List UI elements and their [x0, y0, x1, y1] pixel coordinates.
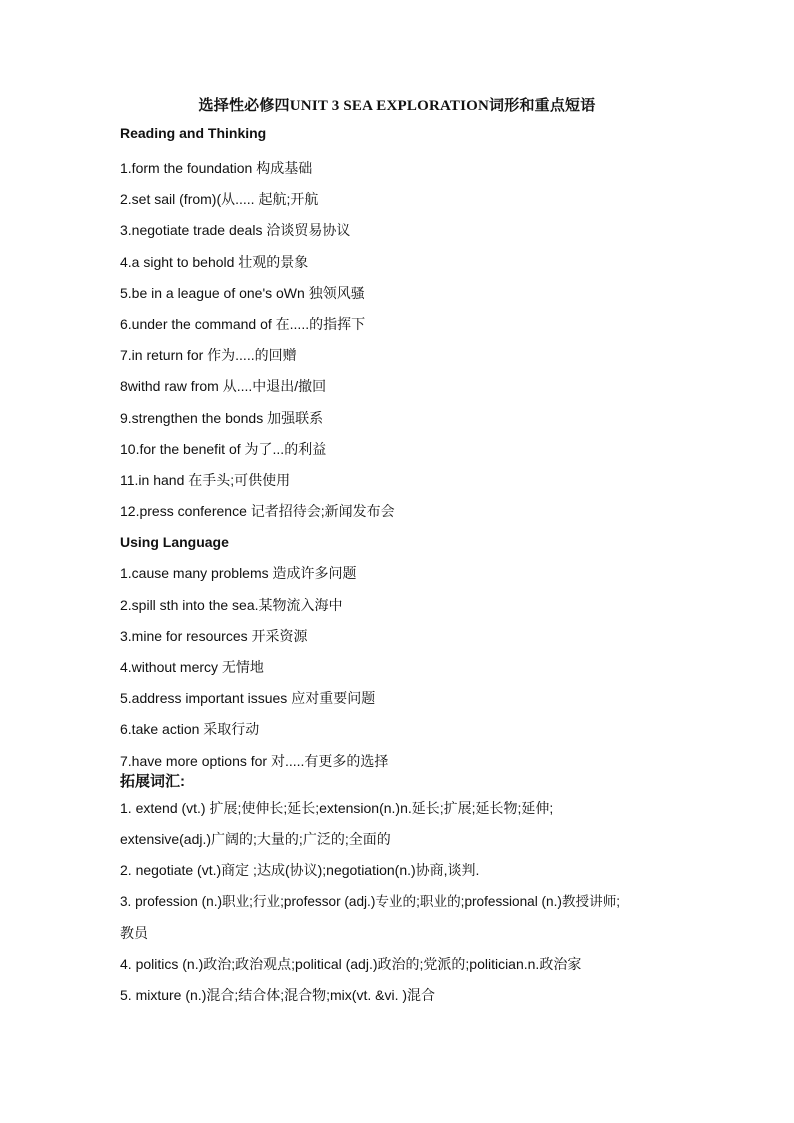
list-item: 6.take action 采取行动 — [120, 721, 260, 738]
document-body — [120, 122, 690, 1011]
list-item: extensive(adj.)广阔的;大量的;广泛的;全面的 — [120, 830, 391, 847]
list-item: 6.under the command of 在.....的指挥下 — [120, 315, 366, 332]
list-item: 4. politics (n.)政治;政治观点;political (adj.)政治的;党派的;politician.n.政治家 — [120, 955, 582, 972]
list-item: 9.strengthen the bonds 加强联系 — [120, 409, 324, 426]
list-item: 11.in hand 在手头;可供使用 — [120, 471, 291, 488]
page-title: 选择性必修四UNIT 3 SEA EXPLORATION词形和重点短语 — [198, 98, 596, 114]
list-item: 4.a sight to behold 壮观的景象 — [120, 253, 309, 270]
list-item: 3. profession (n.)职业;行业;professor (adj.)专业的;职业的;professional (n.)教授讲师; — [120, 894, 621, 910]
section-heading-using: Using Language — [120, 534, 229, 551]
list-item: 教员 — [120, 924, 148, 941]
list-item: 7.in return for 作为.....的回赠 — [120, 347, 297, 364]
list-item: 2.spill sth into the sea.某物流入海中 — [120, 596, 343, 613]
list-item: 5.address important issues 应对重要问题 — [120, 690, 376, 707]
section-heading-extension: 拓展词汇: — [120, 772, 185, 790]
list-item: 10.for the benefit of 为了...的利益 — [120, 440, 327, 457]
list-item: 5. mixture (n.)混合;结合体;混合物;mix(vt. &vi. )混合 — [120, 986, 436, 1003]
list-item: 3.mine for resources 开采资源 — [120, 627, 308, 644]
list-item: 3.negotiate trade deals 洽谈贸易协议 — [120, 222, 351, 239]
list-item: 1.form the foundation 构成基础 — [120, 160, 313, 176]
list-item: 1. extend (vt.) 扩展;使伸长;延长;extension(n.)n.延长;扩展;延长物;延伸; — [120, 799, 554, 816]
list-item: 5.be in a league of one's oWn 独领风骚 — [120, 284, 365, 301]
list-item: 4.without mercy 无情地 — [120, 659, 264, 675]
list-item: 8withd raw from 从....中退出/撤回 — [120, 378, 327, 395]
section-heading-reading: Reading and Thinking — [120, 125, 267, 141]
list-item: 2.set sail (from)(从..... 起航;开航 — [120, 191, 319, 208]
list-item: 7.have more options for 对.....有更多的选择 — [120, 752, 389, 769]
list-item: 2. negotiate (vt.)商定 ;达成(协议);negotiation(n.)协商,谈判. — [120, 862, 480, 879]
list-item: 12.press conference 记者招待会;新闻发布会 — [120, 503, 395, 520]
list-item: 1.cause many problems 造成许多问题 — [120, 565, 357, 582]
